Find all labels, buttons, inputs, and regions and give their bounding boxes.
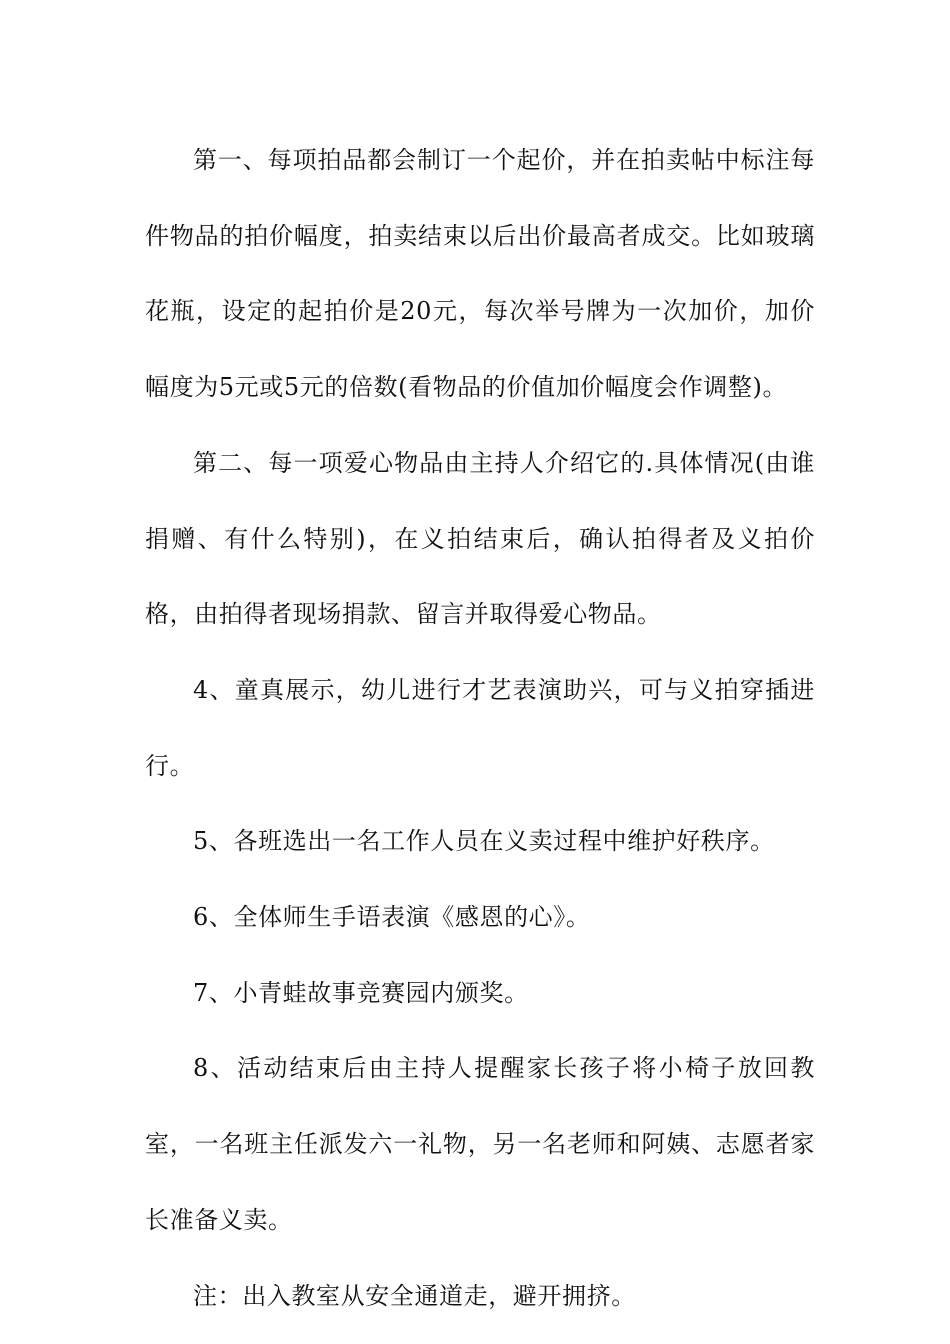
paragraph-item-7: 7、小青蛙故事竞赛园内颁奖。 [193, 978, 529, 1007]
document-body [145, 123, 815, 1334]
paragraph-item-4: 4、童真展示，幼儿进行才艺表演助兴，可与义拍穿插进行。 [145, 675, 815, 780]
paragraph-note: 注：出入教室从安全通道走，避开拥挤。 [193, 1281, 636, 1310]
paragraph-item-5: 5、各班选出一名工作人员在义卖过程中维护好秩序。 [193, 827, 775, 856]
paragraph-item-8: 8、活动结束后由主持人提醒家长孩子将小椅子放回教室，一名班主任派发六一礼物，另一名老师和阿姨、志愿者家长准备义卖。 [145, 1054, 815, 1234]
paragraph-item-6: 6、全体师生手语表演《感恩的心》。 [193, 903, 591, 932]
paragraph-auction-item-intro: 第二、每一项爱心物品由主持人介绍它的.具体情况(由谁捐赠、有什么特别)，在义拍结束后，确认拍得者及义拍价格，由拍得者现场捐款、留言并取得爱心物品。 [145, 448, 815, 629]
paragraph-auction-pricing: 第一、每项拍品都会制订一个起价，并在拍卖帖中标注每件物品的拍价幅度，拍卖结束以后出价最高者成交。比如玻璃花瓶，设定的起拍价是20元，每次举号牌为一次加价，加价幅度为5元或5元的倍数(看物品的价值加价幅度会作调整)。 [145, 146, 815, 402]
